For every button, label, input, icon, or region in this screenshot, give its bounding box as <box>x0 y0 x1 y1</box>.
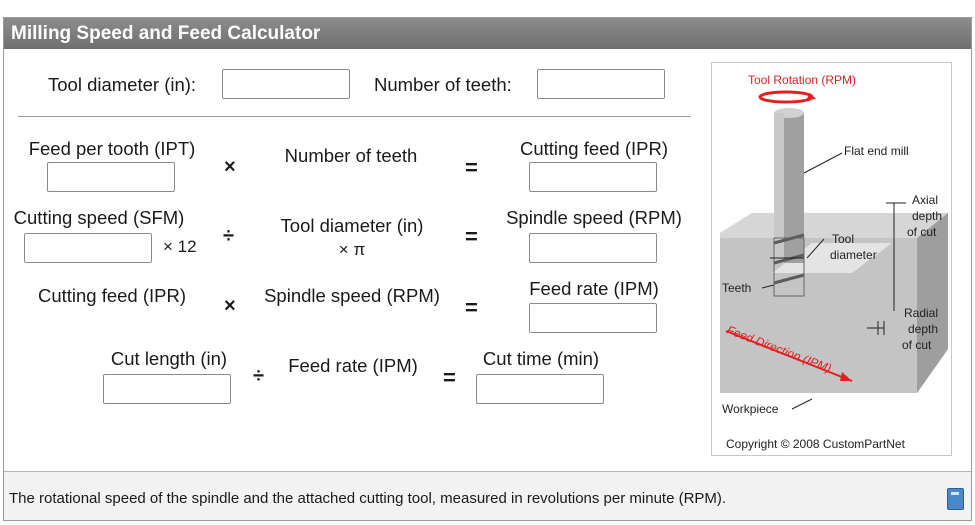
tool-rotation-label: Tool Rotation (RPM) <box>748 73 857 87</box>
tool-diameter-label-2: diameter <box>830 248 877 262</box>
cut-time-label: Cut time (min) <box>482 348 600 369</box>
cutting-speed-input[interactable] <box>24 233 152 263</box>
number-of-teeth-label: Number of teeth: <box>374 74 512 95</box>
number-of-teeth-input[interactable] <box>537 69 665 99</box>
status-bar <box>4 471 971 520</box>
equals-operator: = <box>465 295 478 320</box>
radial-depth-label-1: Radial <box>904 306 939 320</box>
radial-depth-label-2: depth <box>908 322 939 336</box>
milling-illustration <box>712 63 951 455</box>
copyright-label: Copyright © 2008 CustomPartNet <box>726 437 905 451</box>
divide-operator: ÷ <box>253 365 264 387</box>
milling-diagram <box>711 62 952 456</box>
cutting-speed-label: Cutting speed (SFM) <box>13 207 185 228</box>
rotation-arrow-icon <box>760 92 812 102</box>
divide-operator: ÷ <box>223 225 234 247</box>
tool-diameter-input[interactable] <box>222 69 350 99</box>
workpiece-label: Workpiece <box>722 402 779 416</box>
multiply-operator: × <box>224 156 236 178</box>
equals-operator: = <box>465 224 478 249</box>
times-pi-label: × π <box>338 240 366 259</box>
equals-operator: = <box>443 365 456 390</box>
spindle-speed-factor: Spindle speed (RPM) <box>264 285 440 306</box>
cutting-feed-ipr-output[interactable] <box>529 162 657 192</box>
number-of-teeth-factor: Number of teeth <box>284 145 418 166</box>
window-title: Milling Speed and Feed Calculator <box>4 18 971 49</box>
book-icon[interactable] <box>947 488 964 510</box>
flat-end-mill-label: Flat end mill <box>844 144 909 158</box>
tool-diameter-factor: Tool diameter (in) <box>280 215 424 236</box>
axial-depth-label-1: Axial <box>912 193 939 207</box>
divider <box>18 116 691 117</box>
axial-depth-label-3: of cut <box>907 225 937 239</box>
times-twelve-label: × 12 <box>163 237 197 256</box>
cut-length-label: Cut length (in) <box>110 348 228 369</box>
feed-rate-ipm-output[interactable] <box>529 303 657 333</box>
tool-diameter-label-1: Tool <box>832 232 855 246</box>
feed-rate-factor: Feed rate (IPM) <box>288 355 418 376</box>
multiply-operator: × <box>224 295 236 317</box>
feed-per-tooth-label: Feed per tooth (IPT) <box>28 138 196 159</box>
feed-rate-ipm-label: Feed rate (IPM) <box>529 278 659 299</box>
axial-depth-label-2: depth <box>912 209 943 223</box>
teeth-label: Teeth <box>722 281 752 295</box>
spindle-speed-rpm-output[interactable] <box>529 233 657 263</box>
cutting-feed-ipr-label: Cutting feed (IPR) <box>519 138 669 159</box>
radial-depth-label-3: of cut <box>902 338 932 352</box>
cut-time-output[interactable] <box>476 374 604 404</box>
tool-diameter-label: Tool diameter (in): <box>48 74 197 95</box>
cutting-feed-factor: Cutting feed (IPR) <box>37 285 187 306</box>
feed-per-tooth-input[interactable] <box>47 162 175 192</box>
status-description: The rotational speed of the spindle and the attached cutting tool, measured in revolutions per minute (RPM). <box>9 490 727 507</box>
feed-direction-label: Feed Direction (IPM) <box>724 322 834 376</box>
spindle-speed-rpm-label: Spindle speed (RPM) <box>506 207 682 228</box>
cut-length-input[interactable] <box>103 374 231 404</box>
calculator-window <box>3 17 972 521</box>
equals-operator: = <box>465 155 478 180</box>
